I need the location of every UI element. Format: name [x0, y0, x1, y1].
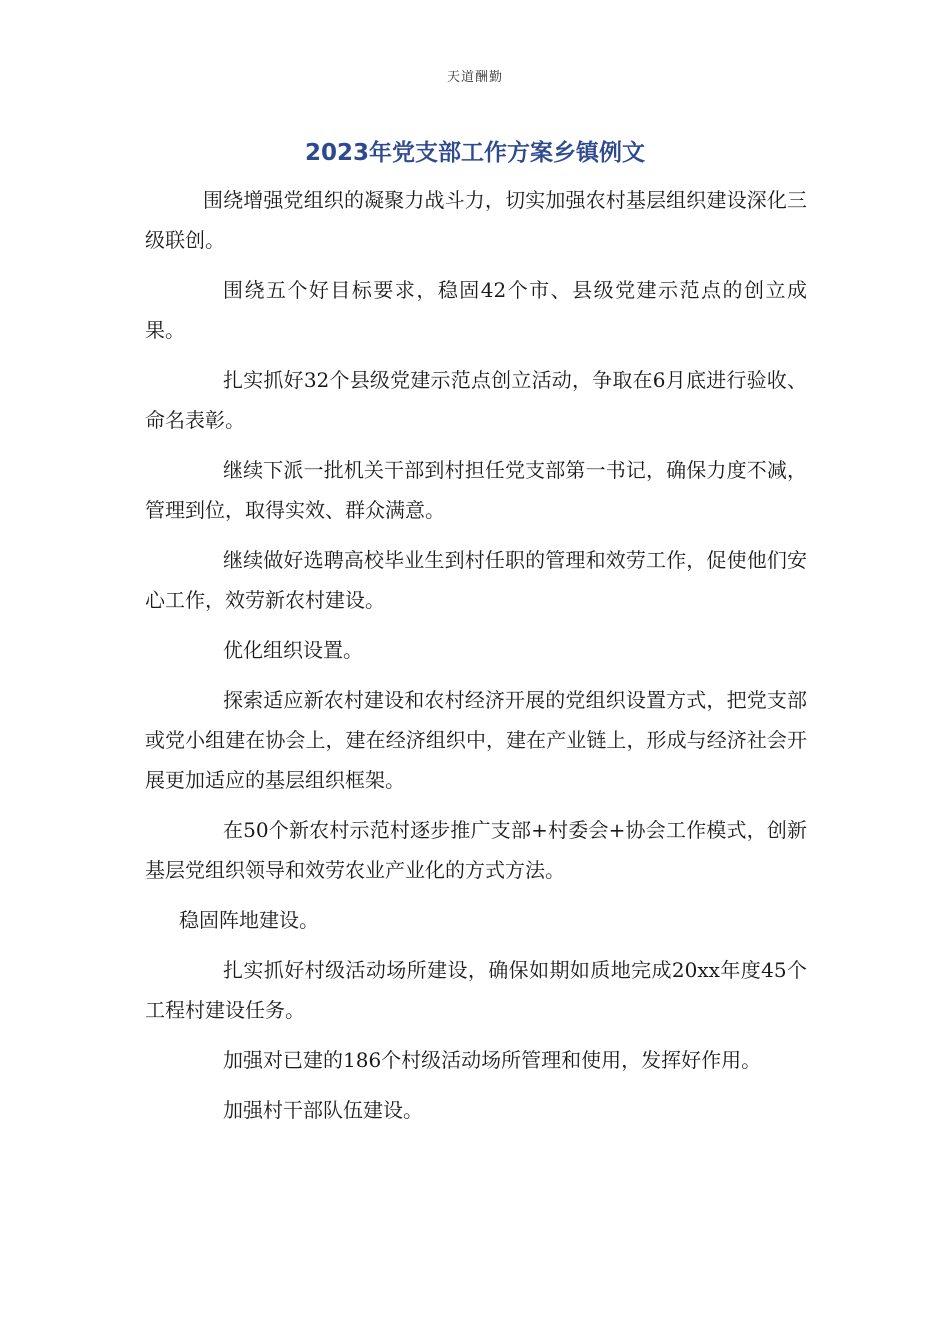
paragraph: 探索适应新农村建设和农村经济开展的党组织设置方式，把党支部或党小组建在协会上，建在经济组织中，建在产业链上，形成与经济社会开展更加适应的基层组织框架。 — [145, 688, 807, 792]
paragraph: 优化组织设置。 — [223, 638, 363, 662]
paragraph: 加强村干部队伍建设。 — [223, 1098, 423, 1122]
paragraph: 继续做好选聘高校毕业生到村任职的管理和效劳工作，促使他们安心工作，效劳新农村建设。 — [145, 548, 807, 612]
paragraph: 围绕增强党组织的凝聚力战斗力，切实加强农村基层组织建设深化三级联创。 — [145, 188, 807, 252]
running-header: 天道酬勤 — [446, 70, 503, 85]
paragraph: 在50个新农村示范村逐步推广支部+村委会+协会工作模式，创新基层党组织领导和效劳农业产业化的方式方法。 — [145, 818, 807, 882]
document-title: 2023年党支部工作方案乡镇例文 — [304, 140, 645, 166]
paragraph: 扎实抓好村级活动场所建设，确保如期如质地完成20xx年度45个工程村建设任务。 — [145, 958, 807, 1022]
paragraph: 围绕五个好目标要求，稳固42个市、县级党建示范点的创立成果。 — [145, 278, 807, 342]
paragraph: 扎实抓好32个县级党建示范点创立活动，争取在6月底进行验收、命名表彰。 — [145, 368, 807, 432]
paragraph: 继续下派一批机关干部到村担任党支部第一书记，确保力度不减，管理到位，取得实效、群众满意。 — [145, 458, 807, 522]
document-body — [145, 180, 807, 1140]
paragraph: 稳固阵地建设。 — [179, 908, 319, 932]
paragraph: 加强对已建的186个村级活动场所管理和使用，发挥好作用。 — [223, 1048, 762, 1072]
